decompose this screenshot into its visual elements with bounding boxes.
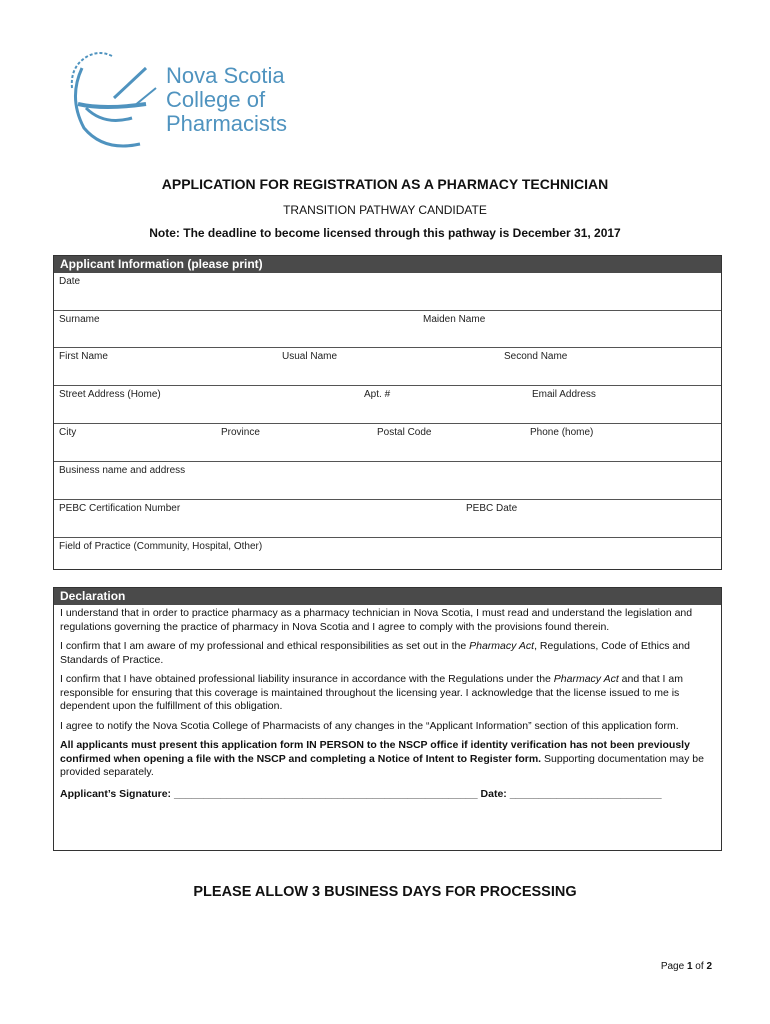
- pebc-number-label: PEBC Certification Number: [59, 503, 181, 514]
- logo-text: [166, 64, 287, 136]
- pebc-row[interactable]: [54, 499, 721, 537]
- phone-label: Phone (home): [530, 427, 594, 438]
- declaration-body: [54, 605, 721, 803]
- page-number: Page 1 of 2: [660, 961, 712, 972]
- surname-label: Surname: [59, 314, 100, 325]
- business-row[interactable]: [54, 461, 721, 499]
- deadline-note: Note: The deadline to become licensed through this pathway is December 31, 2017: [149, 226, 621, 240]
- logo-line-2: College of: [166, 87, 266, 112]
- declaration-paragraph-3: I confirm that I have obtained professional liability insurance in accordance with the Regulations under the Pharmacy Act and that I am responsible for ensuring that this coverage is maintained throughout the licensing year. I acknowledge that the license issued to me is dependent upon the fulfillment of this obligation.: [60, 673, 683, 712]
- logo-line-3: Pharmacists: [166, 111, 288, 136]
- apt-label: Apt. #: [364, 389, 391, 400]
- applicant-section-header: Applicant Information (please print): [54, 256, 721, 273]
- city-label: City: [59, 427, 77, 438]
- declaration-paragraph-2: I confirm that I am aware of my professional and ethical responsibilities as set out in the Pharmacy Act, Regulations, Code of Ethics and Standards of Practice.: [60, 640, 690, 666]
- date-row[interactable]: [54, 273, 721, 310]
- logo-line-1: Nova Scotia: [166, 63, 285, 88]
- college-logo: [64, 48, 294, 154]
- business-label: Business name and address: [59, 465, 186, 476]
- applicant-information-section: [53, 255, 722, 570]
- form-title: APPLICATION FOR REGISTRATION AS A PHARMACY TECHNICIAN: [161, 176, 609, 192]
- mortar-pestle-logo-icon: [64, 48, 164, 154]
- first-name-label: First Name: [59, 351, 108, 362]
- email-label: Email Address: [532, 389, 596, 400]
- field-of-practice-row[interactable]: [54, 537, 721, 574]
- declaration-header: Declaration: [54, 588, 721, 605]
- province-label: Province: [221, 427, 260, 438]
- declaration-paragraph-4: I agree to notify the Nova Scotia College of Pharmacists of any changes in the “Applicant Information” section of this application form.: [60, 719, 679, 732]
- declaration-section: [53, 587, 722, 851]
- address-row[interactable]: [54, 385, 721, 423]
- usual-name-label: Usual Name: [282, 351, 338, 362]
- field-of-practice-label: Field of Practice (Community, Hospital, Other): [59, 541, 263, 552]
- city-row[interactable]: [54, 423, 721, 461]
- declaration-paragraph-1: I understand that in order to practice pharmacy as a pharmacy technician in Nova Scotia, I must read and understand the legislation and regulations governing the practice of pharmacy in Nova Scotia and I agree to comply with the provisions found therein.: [60, 607, 693, 633]
- second-name-label: Second Name: [504, 351, 568, 362]
- maiden-name-label: Maiden Name: [423, 314, 486, 325]
- form-subtitle: TRANSITION PATHWAY CANDIDATE: [283, 203, 487, 217]
- street-label: Street Address (Home): [59, 389, 161, 400]
- signature-line[interactable]: Applicant’s Signature: ____________________________________________________ Date: __________________________: [60, 787, 662, 800]
- postal-code-label: Postal Code: [377, 427, 432, 438]
- date-label: Date: [59, 276, 81, 287]
- name-row[interactable]: [54, 347, 721, 385]
- pebc-date-label: PEBC Date: [466, 503, 518, 514]
- declaration-paragraph-5: All applicants must present this application form IN PERSON to the NSCP office if identity verification has not been previously confirmed when opening a file with the NSCP and completing a Notice of Intent to Register form. Supporting documentation may be provided separately.: [60, 739, 704, 778]
- processing-notice: PLEASE ALLOW 3 BUSINESS DAYS FOR PROCESSING: [193, 884, 577, 900]
- surname-row[interactable]: [54, 310, 721, 347]
